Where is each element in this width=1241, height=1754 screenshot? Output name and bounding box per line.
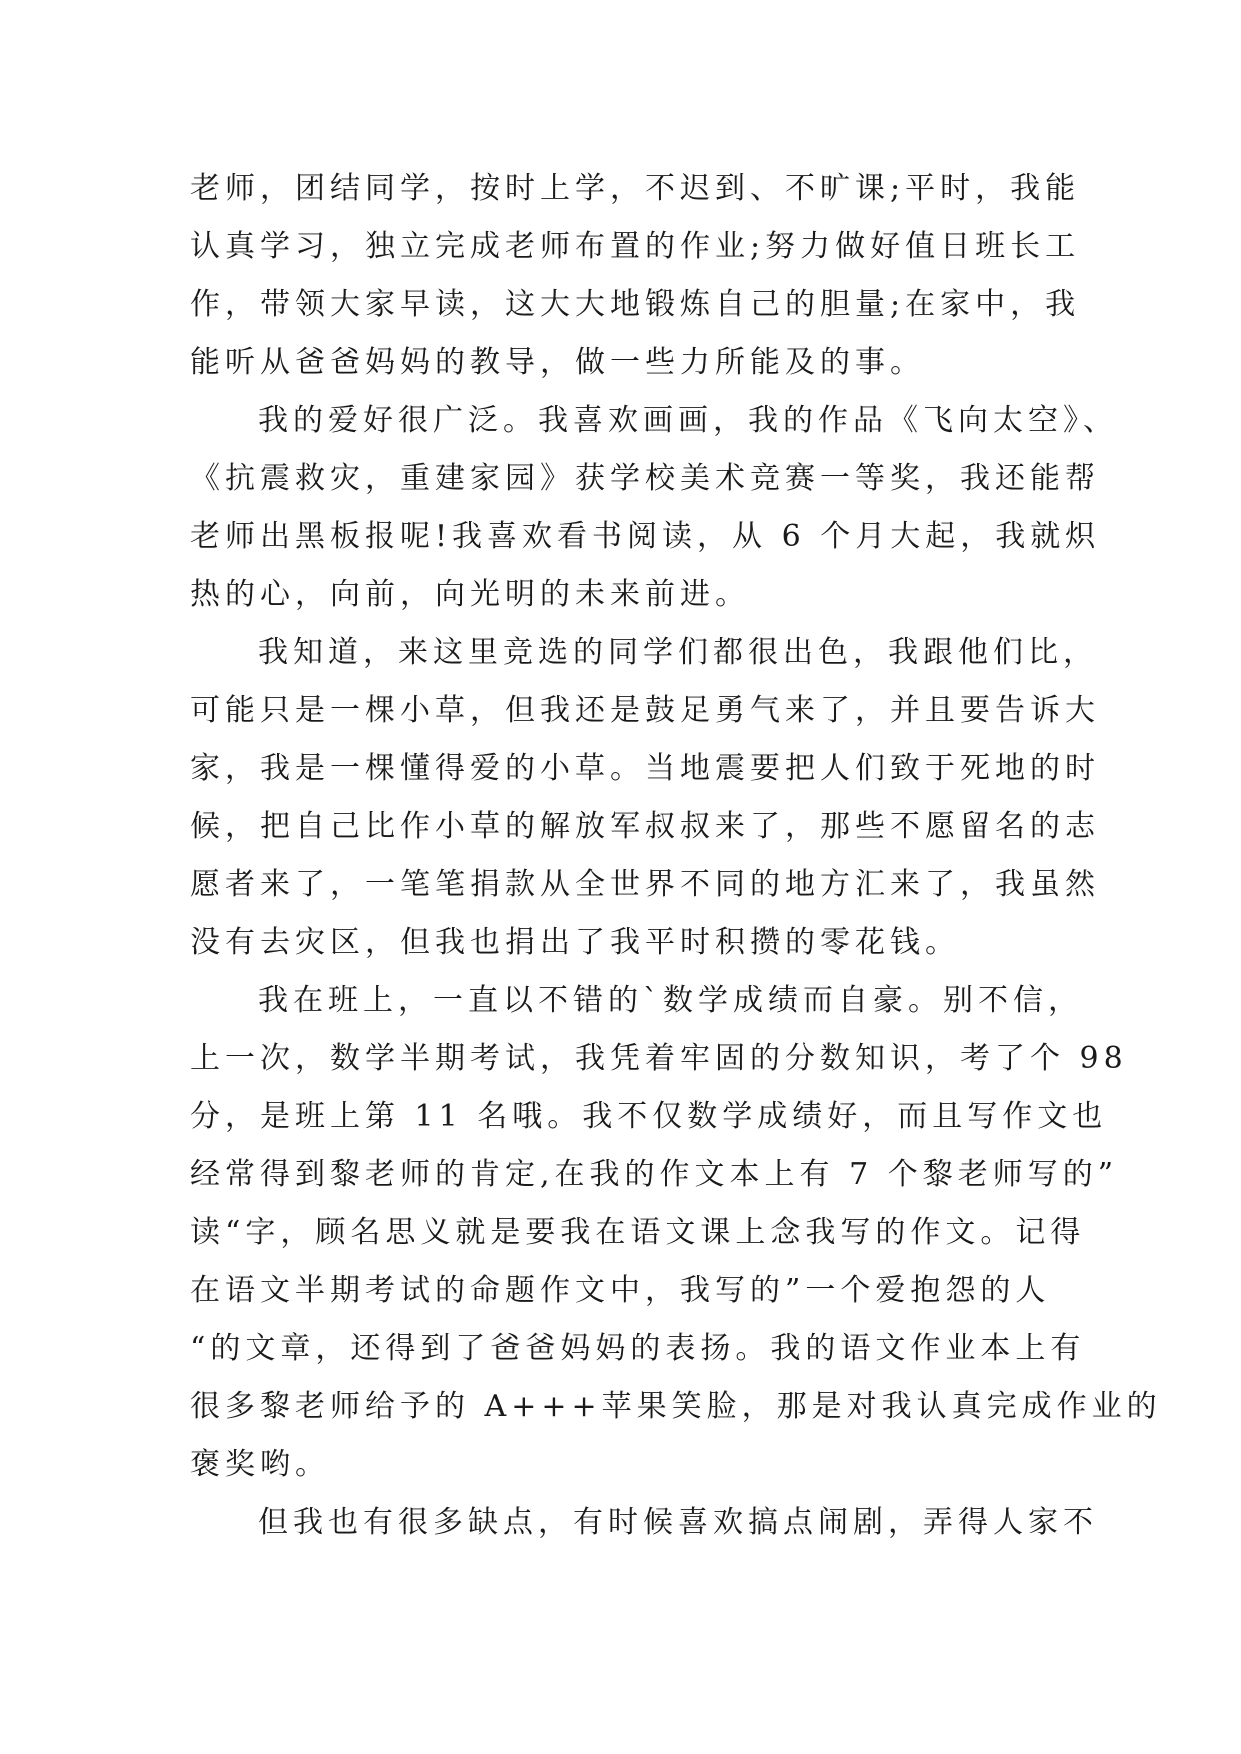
text-line: 热的心，向前，向光明的未来前进。 [190,577,750,612]
text-line: 家，我是一棵懂得爱的小草。当地震要把人们致于死地的时 [190,751,1100,786]
paragraph-first-line: 我知道，来这里竞选的同学们都很出色，我跟他们比， [258,635,1098,670]
text-line: 《抗震救灾，重建家园》获学校美术竞赛一等奖，我还能帮 [190,461,1100,496]
document-body [190,160,1162,1552]
text-line: 在语文半期考试的命题作文中，我写的”一个爱抱怨的人 [190,1273,1051,1308]
text-line: 愿者来了，一笔笔捐款从全世界不同的地方汇来了，我虽然 [190,867,1100,902]
text-line: 经常得到黎老师的肯定,在我的作文本上有 7 个黎老师写的” [190,1157,1119,1192]
text-line: 没有去灾区，但我也捐出了我平时积攒的零花钱。 [190,925,960,960]
text-line: 褒奖哟。 [190,1447,330,1482]
paragraph-first-line: 我的爱好很广泛。我喜欢画画，我的作品《飞向太空》、 [258,403,1118,438]
text-line: 可能只是一棵小草，但我还是鼓足勇气来了，并且要告诉大 [190,693,1100,728]
text-line: 候，把自己比作小草的解放军叔叔来了，那些不愿留名的志 [190,809,1100,844]
text-line: 作，带领大家早读，这大大地锻炼自己的胆量;在家中，我 [190,287,1081,322]
text-line: 老师，团结同学，按时上学，不迟到、不旷课;平时，我能 [190,171,1081,206]
text-line: 认真学习，独立完成老师布置的作业;努力做好值日班长工 [190,229,1081,264]
paragraph-first-line: 但我也有很多缺点，有时候喜欢搞点闹剧，弄得人家不 [258,1505,1098,1540]
paragraph-first-line: 我在班上，一直以不错的`数学成绩而自豪。别不信， [258,983,1083,1018]
text-line: 老师出黑板报呢!我喜欢看书阅读，从 6 个月大起，我就炽 [190,519,1101,554]
text-line: 能听从爸爸妈妈的教导，做一些力所能及的事。 [190,345,925,380]
text-line: 很多黎老师给予的 A+++苹果笑脸，那是对我认真完成作业的 [190,1389,1162,1424]
text-line: “的文章，还得到了爸爸妈妈的表扬。我的语文作业本上有 [190,1331,1086,1366]
text-line: 上一次，数学半期考试，我凭着牢固的分数知识，考了个 98 [190,1041,1128,1076]
text-line: 分，是班上第 11 名哦。我不仅数学成绩好，而且写作文也 [190,1099,1108,1134]
text-line: 读“字，顾名思义就是要我在语文课上念我写的作文。记得 [190,1215,1086,1250]
